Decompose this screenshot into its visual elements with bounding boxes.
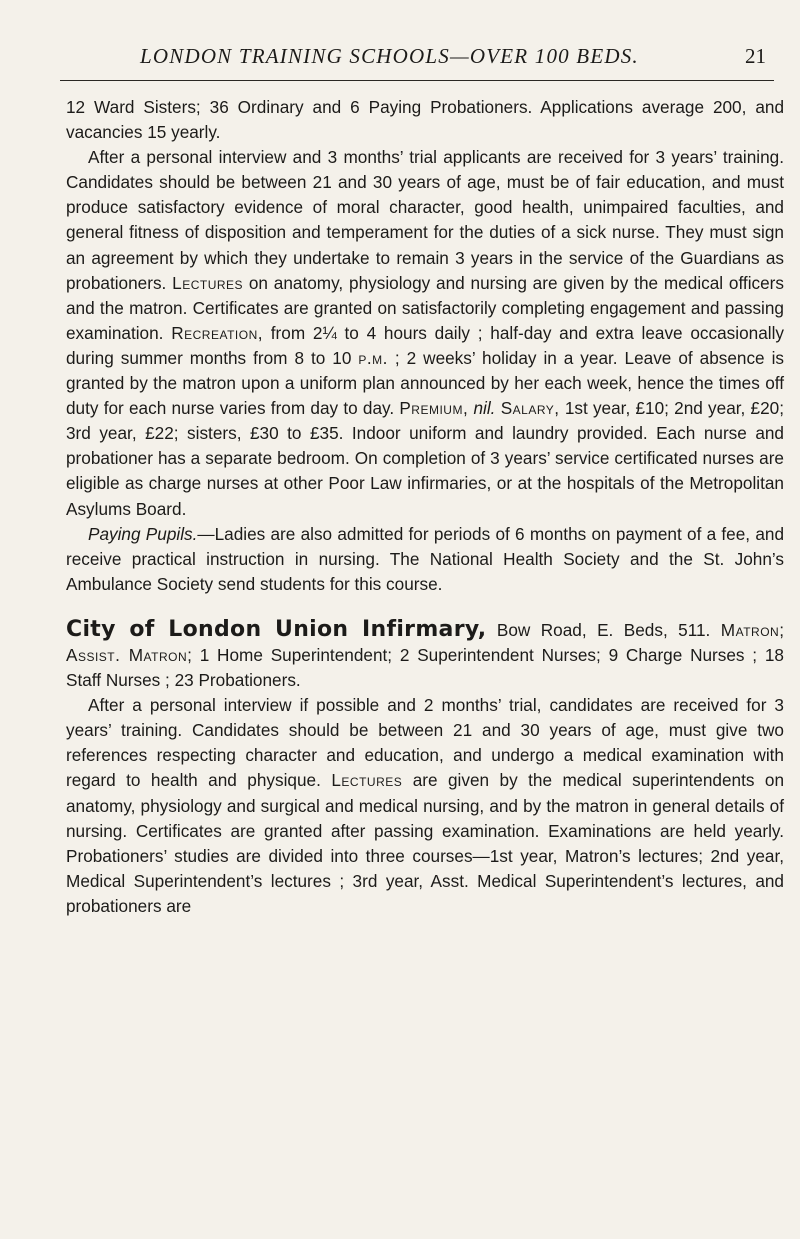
running-head: LONDON TRAINING SCHOOLS—OVER 100 BEDS. — [140, 44, 639, 68]
matron-label: Matron — [720, 619, 780, 640]
separator: ; — [779, 619, 785, 640]
page-header — [60, 40, 774, 81]
training-paragraph — [66, 145, 784, 521]
institution-lectures-heading: Lectures — [331, 770, 403, 791]
staff-text: 12 Ward Sisters; 36 Ordinary and 6 Paying Probationers. Applications average 200, and vacancies 15 yearly. — [66, 97, 784, 143]
pm-abbrev: p.m. — [358, 347, 388, 368]
paying-pupils-heading: Paying Pupils. — [88, 523, 198, 544]
institution-training-paragraph — [66, 693, 784, 919]
training-text-2: on anatomy, physiology and nursing are given by the medical officers and the matron. Certificates are granted on satisfactorily completing engagement and passing examination. — [66, 272, 784, 343]
institution-text-2: ; 1 Home Superintendent; 2 Superintendent Nurses; 9 Charge Nurses ; 18 Staff Nurses ; 23 Probationers. — [66, 644, 784, 691]
paying-pupils-paragraph — [66, 522, 784, 597]
staff-paragraph — [66, 95, 784, 145]
institution-text-1: Bow Road, E. Beds, 511. — [496, 619, 711, 640]
body-text — [66, 95, 784, 919]
lectures-heading: Lectures — [172, 272, 244, 293]
premium-heading: Premium, — [399, 398, 469, 419]
training-text-3: from 2¼ to 4 hours daily ; half-day and extra leave occasionally during summer months from 8 to 10 — [66, 322, 784, 368]
premium-value: nil. — [473, 398, 496, 419]
institution-paragraph — [66, 617, 784, 693]
page-number: 21 — [745, 44, 766, 68]
institution-name: City of London Union Infirmary, — [66, 616, 487, 642]
recreation-heading: Recreation, — [171, 322, 264, 343]
assist-matron-label: Assist. Matron — [66, 644, 188, 665]
training-text-5: 1st year, £10; 2nd year, £20; 3rd year, £22; sisters, £30 to £35. Indoor uniform and laundry provided. Each nurse and probationer has a separate bedroom. On completion of 3 years’ service certificated nurses are eligible as charge nurses at other Poor Law infirmaries, or at the hospitals of the Metropolitan Asylums Board. — [66, 398, 784, 519]
training-text-1: After a personal interview and 3 months’ trial applicants are received for 3 years’ training. Candidates should be between 21 and 30 years of age, must be of fair education, and must produce satisfactory evidence of moral character, good health, unimpaired faculties, and general fitness of disposition and temperament for the duties of a sick nurse. They must sign an agreement by which they undertake to remain 3 years in the service of the Guardians as probationers. — [66, 147, 784, 293]
salary-heading: Salary, — [500, 398, 560, 419]
section-break — [66, 597, 784, 617]
institution-training-text-2: are given by the medical superintendents on anatomy, physiology and surgical and medical nursing, and by the matron in general details of nursing. Certificates are granted after passing examination. Examinations are held yearly. Probationers’ studies are divided into three courses—1st year, Matron’s lectures; 2nd year, Medical Superintendent’s lectures ; 3rd year, Asst. Medical Superintendent’s lectures, and probationers are — [66, 770, 785, 916]
paying-pupils-text: —Ladies are also admitted for periods of 6 months on payment of a fee, and receive practical instruction in nursing. The National Health Society and the St. John’s Ambulance Society send students for this course. — [66, 523, 785, 594]
institution-training-text-1: After a personal interview if possible and 2 months’ trial, candidates are received for 3 years’ training. Candidates should be between 21 and 30 years of age, must give two references respecting character and education, and undergo a medical examination with regard to health and physique. — [66, 695, 784, 791]
training-text-4: ; 2 weeks’ holiday in a year. Leave of absence is granted by the matron upon a uniform plan announced by her each week, hence the times off duty for each nurse varies from day to day. — [66, 347, 784, 419]
